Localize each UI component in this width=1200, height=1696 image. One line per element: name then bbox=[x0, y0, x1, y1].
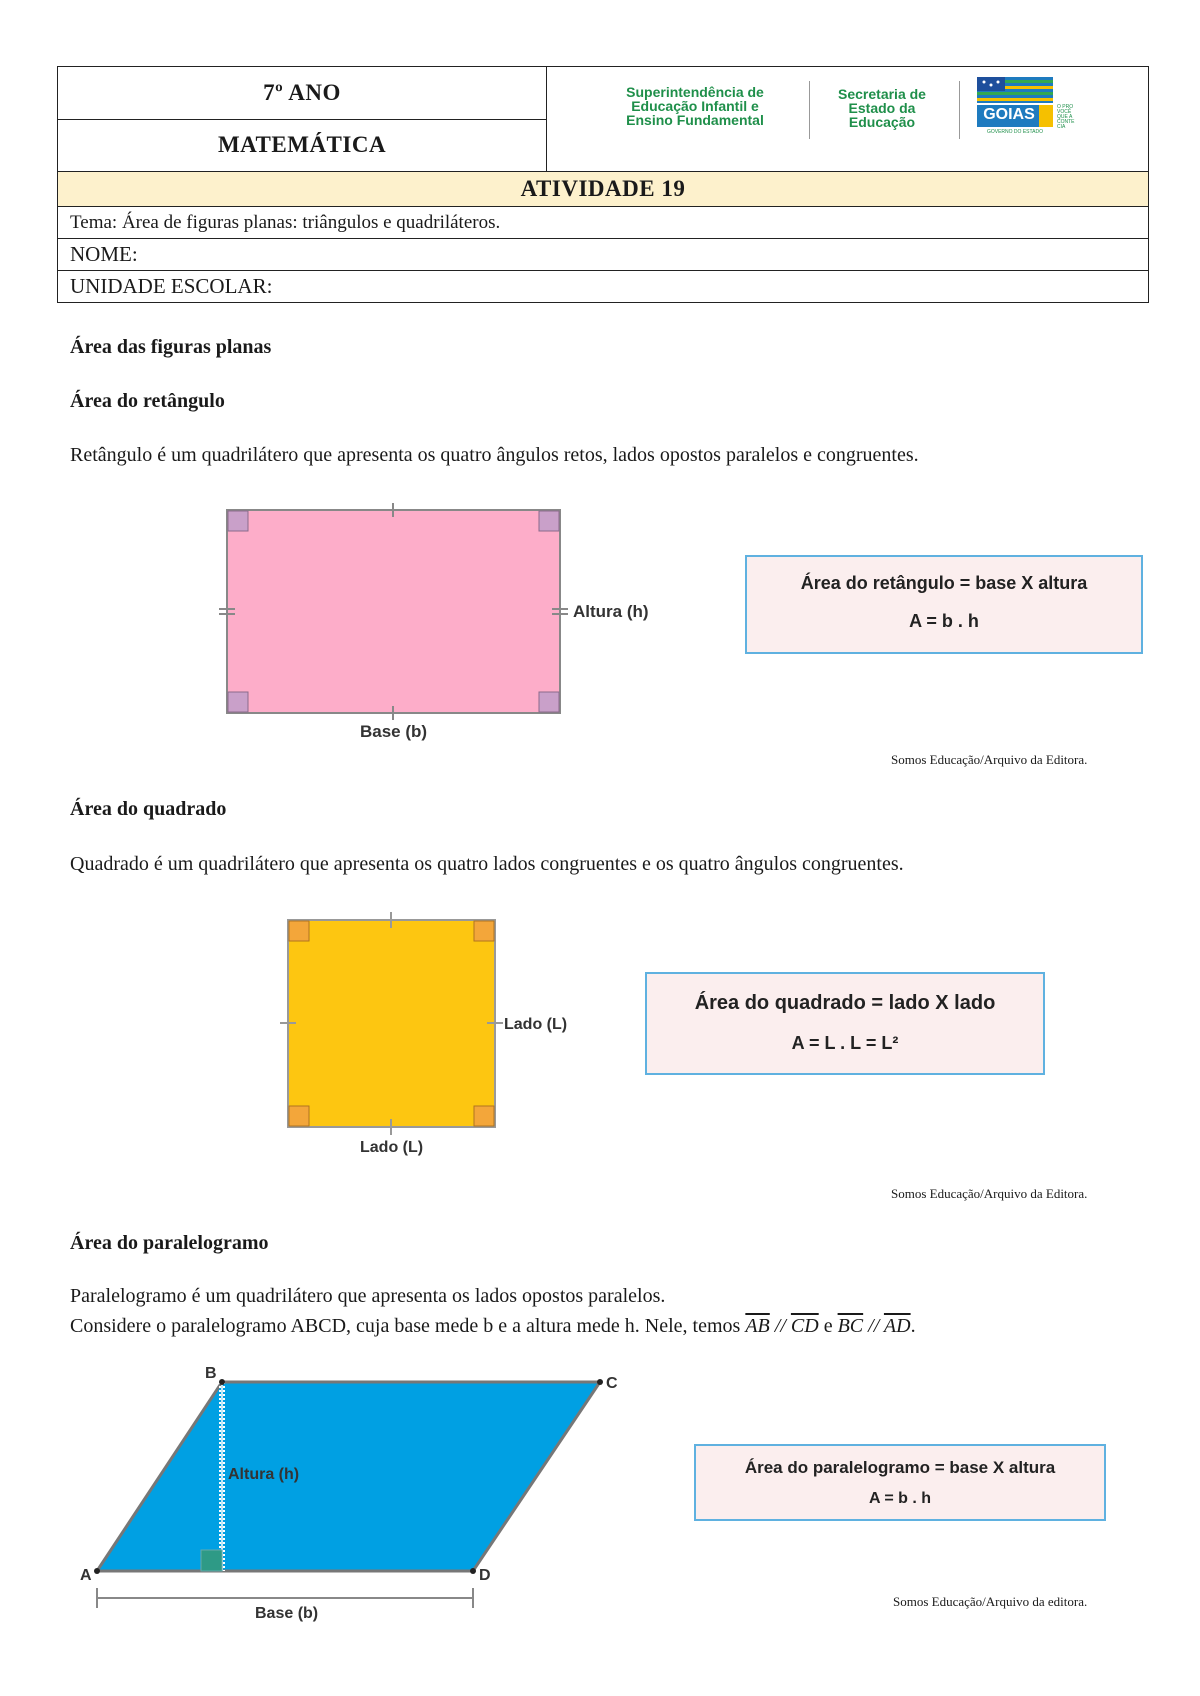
rectangle-figure bbox=[215, 500, 675, 745]
square-credit: Somos Educação/Arquivo da Editora. bbox=[891, 1186, 1088, 1201]
logo-secretaria bbox=[817, 87, 947, 129]
right-angle-marker bbox=[539, 511, 559, 531]
logo2-line1: Secretaria de bbox=[838, 86, 926, 102]
parallelogram-description-2 bbox=[70, 1311, 916, 1341]
rect-credit: Somos Educação/Arquivo da Editora. bbox=[891, 752, 1088, 767]
rect-formula-line2: A = b . h bbox=[909, 611, 979, 631]
label-altura: Altura (h) bbox=[228, 1466, 300, 1483]
label-altura: Altura (h) bbox=[573, 602, 649, 621]
parallelogram-shape bbox=[97, 1382, 600, 1571]
period: . bbox=[910, 1315, 916, 1337]
main-title: Área das figuras planas bbox=[70, 336, 272, 358]
label-lado-right: Lado (L) bbox=[504, 1016, 568, 1033]
right-angle-marker bbox=[228, 692, 248, 712]
right-angle-marker bbox=[474, 1106, 494, 1126]
right-angle-marker bbox=[289, 921, 309, 941]
square-description: Quadrado é um quadrilátero que apresenta os quatro lados congruentes e os quatro ângulos congruentes. bbox=[70, 853, 904, 875]
right-angle-marker bbox=[201, 1550, 222, 1571]
goias-side-2: VOCÊ bbox=[1057, 109, 1072, 115]
header-top-row bbox=[58, 67, 1148, 172]
goias-subtext: GOVERNO DO ESTADO bbox=[986, 129, 1044, 135]
vertex-point bbox=[470, 1568, 476, 1574]
segment-ad: $\overline{AD}$ bbox=[883, 1315, 911, 1337]
rect-description: Retângulo é um quadrilátero que apresenta os quatro ângulos retos, lados opostos paralelos e congruentes. bbox=[70, 444, 919, 466]
vertex-d: D bbox=[479, 1567, 491, 1584]
square-title: Área do quadrado bbox=[70, 798, 227, 820]
parallelogram-formula-line1: Área do paralelogramo = base X altura bbox=[744, 1458, 1056, 1477]
label-base: Base (b) bbox=[360, 722, 428, 741]
segment-ab: $\overline{AB}$ bbox=[745, 1315, 770, 1337]
vertex-b: B bbox=[205, 1365, 217, 1382]
subject-label: MATEMÁTICA bbox=[58, 119, 546, 172]
conjunction: e bbox=[823, 1315, 833, 1337]
logo-divider-2 bbox=[959, 81, 960, 139]
segment-cd: $\overline{CD}$ bbox=[790, 1315, 819, 1337]
goias-side-3: QUE A bbox=[1057, 114, 1073, 120]
goias-logo bbox=[977, 77, 1075, 141]
right-angle-marker bbox=[228, 511, 248, 531]
parallelogram-title: Área do paralelogramo bbox=[70, 1232, 269, 1254]
square-figure bbox=[278, 910, 598, 1160]
grade-label: 7º ANO bbox=[263, 79, 341, 105]
logos-area bbox=[547, 67, 1148, 171]
vertex-point bbox=[219, 1379, 225, 1385]
logo2-line2: Estado da bbox=[848, 100, 916, 116]
rect-formula-box bbox=[745, 555, 1143, 654]
rectangle-shape bbox=[227, 510, 560, 713]
nome-field[interactable]: NOME: bbox=[58, 239, 1148, 271]
rect-title: Área do retângulo bbox=[70, 390, 225, 412]
unidade-escolar-field[interactable]: UNIDADE ESCOLAR: bbox=[70, 274, 273, 298]
logo2-line3: Educação bbox=[848, 114, 916, 130]
vertex-c: C bbox=[606, 1375, 618, 1392]
parallelogram-formula-line2: A = b . h bbox=[868, 1490, 932, 1507]
logo1-line3: Ensino Fundamental bbox=[626, 112, 764, 128]
logo1-line2: Educação Infantil e bbox=[631, 98, 759, 114]
logo-divider bbox=[809, 81, 810, 139]
label-lado-bottom: Lado (L) bbox=[360, 1139, 424, 1156]
goias-side-text bbox=[1057, 105, 1075, 130]
goias-side-1: O PRO bbox=[1057, 104, 1074, 110]
description-2-text: Considere o paralelogramo ABCD, cuja base mede b e a altura mede h. Nele, temos bbox=[70, 1315, 741, 1337]
label-base: Base (b) bbox=[255, 1605, 319, 1622]
header-table bbox=[57, 66, 1149, 303]
vertex-point bbox=[94, 1568, 100, 1574]
parallel-symbol: // bbox=[774, 1315, 786, 1337]
parallel-symbol: // bbox=[868, 1315, 880, 1337]
parallelogram-credit: Somos Educação/Arquivo da editora. bbox=[893, 1594, 1088, 1609]
goias-side-4: CONTE bbox=[1057, 119, 1075, 125]
segment-bc: $\overline{BC}$ bbox=[837, 1315, 864, 1337]
vertex-point bbox=[597, 1379, 603, 1385]
parallelogram-description-1: Paralelogramo é um quadrilátero que apresenta os lados opostos paralelos. bbox=[70, 1285, 666, 1307]
right-angle-marker bbox=[474, 921, 494, 941]
right-angle-marker bbox=[289, 1106, 309, 1126]
logo-superintendencia bbox=[595, 85, 795, 127]
logo1-line1: Superintendência de bbox=[626, 84, 764, 100]
tema-row: Tema: Área de figuras planas: triângulos e quadriláteros. bbox=[58, 207, 1148, 239]
goias-text: GOIAS bbox=[983, 106, 1035, 123]
rect-formula-line1: Área do retângulo = base X altura bbox=[800, 573, 1088, 593]
activity-title: ATIVIDADE 19 bbox=[58, 172, 1148, 207]
square-shape bbox=[288, 920, 495, 1127]
header-left-column bbox=[58, 67, 547, 171]
square-formula-box bbox=[645, 972, 1045, 1075]
vertex-a: A bbox=[80, 1567, 92, 1584]
square-formula-line2: A = L . L = L² bbox=[791, 1033, 899, 1053]
parallelogram-figure bbox=[70, 1360, 650, 1625]
right-angle-marker bbox=[539, 692, 559, 712]
goias-side-5: CIA bbox=[1057, 124, 1066, 130]
parallelogram-formula-box bbox=[694, 1444, 1106, 1521]
square-formula-line1: Área do quadrado = lado X lado bbox=[694, 992, 996, 1014]
